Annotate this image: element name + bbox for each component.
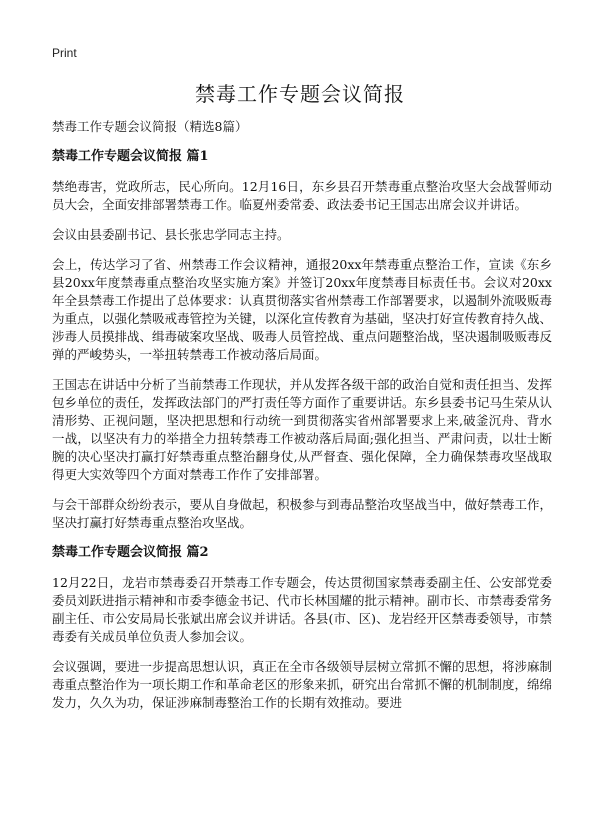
section-1 (52, 148, 552, 532)
document-subtitle: 禁毒工作专题会议简报（精选8篇） (52, 119, 248, 134)
paragraph: 12月22日，龙岩市禁毒委召开禁毒工作专题会，传达贯彻国家禁毒委副主任、公安部党委委员刘跃进指示精神和市委李德金书记、代市长林国耀的批示精神。副市长、市禁毒委常务副主任、市公安局局长张斌出席会议并讲话。各县(市、区)、龙岩经开区禁毒委领导，市禁毒委有关成员单位负责人参加会议。 (52, 575, 553, 644)
section-2 (52, 544, 552, 712)
paragraph: 禁绝毒害，党政所志，民心所向。12月16日，东乡县召开禁毒重点整治攻坚大会战誓师动员大会，全面安排部署禁毒工作。临夏州委常委、政法委书记王国志出席会议并讲话。 (52, 179, 552, 212)
document-body (52, 118, 552, 724)
paragraph: 王国志在讲话中分析了当前禁毒工作现状，并从发挥各级干部的政治自觉和责任担当、发挥包乡单位的责任，发挥政法部门的严打责任等方面作了重要讲话。东乡县委书记马生荣从认清形势、正视问题，坚决把思想和行动统一到贯彻落实省州部署要求上来,破釜沉舟、背水一战，以坚决有力的举措全力扭转禁毒工作被动落后局面;强化担当、严肃问责，以壮士断腕的决心坚决打赢打好禁毒重点整治翻身仗,从严督查、强化保障，全力确保禁毒攻坚战取得更大实效等四个方面对禁毒工作作了安排部署。 (52, 377, 553, 482)
paragraph: 与会干部群众纷纷表示，要从自身做起，积极参与到毒品整治攻坚战当中，做好禁毒工作，坚决打赢打好禁毒重点整治攻坚战。 (52, 497, 553, 530)
print-label: Print (52, 46, 77, 60)
paragraph: 会议由县委副书记、县长张忠学同志主持。 (52, 227, 290, 242)
paragraph: 会上，传达学习了省、州禁毒工作会议精神，通报20xx年禁毒重点整治工作，宣读《东乡县20xx年度禁毒重点整治攻坚实施方案》并签订20xx年度禁毒目标责任书。会议对20xx年全县禁毒工作提出了总体要求：认真贯彻落实省州禁毒工作部署要求，以遏制外流吸贩毒为重点，以强化禁吸戒毒管控为关键，以深化宣传教育为基础，坚决打好宣传教育持久战、涉毒人员摸排战、缉毒破案攻坚战、吸毒人员管控战、重点问题整治战，坚决遏制吸贩毒反弹的严峻势头，一举扭转禁毒工作被动落后局面。 (52, 257, 553, 362)
section-heading: 禁毒工作专题会议简报 篇1 (52, 149, 209, 164)
section-heading: 禁毒工作专题会议简报 篇2 (52, 545, 209, 560)
paragraph: 会议强调，要进一步提高思想认识，真正在全市各级领导层树立常抓不懈的思想，将涉麻制毒重点整治作为一项长期工作和革命老区的形象来抓，研究出台常抓不懈的机制制度，绵绵发力，久久为功，保证涉麻制毒整治工作的长期有效推动。要进 (52, 659, 553, 710)
document-title: 禁毒工作专题会议简报 (195, 82, 405, 106)
